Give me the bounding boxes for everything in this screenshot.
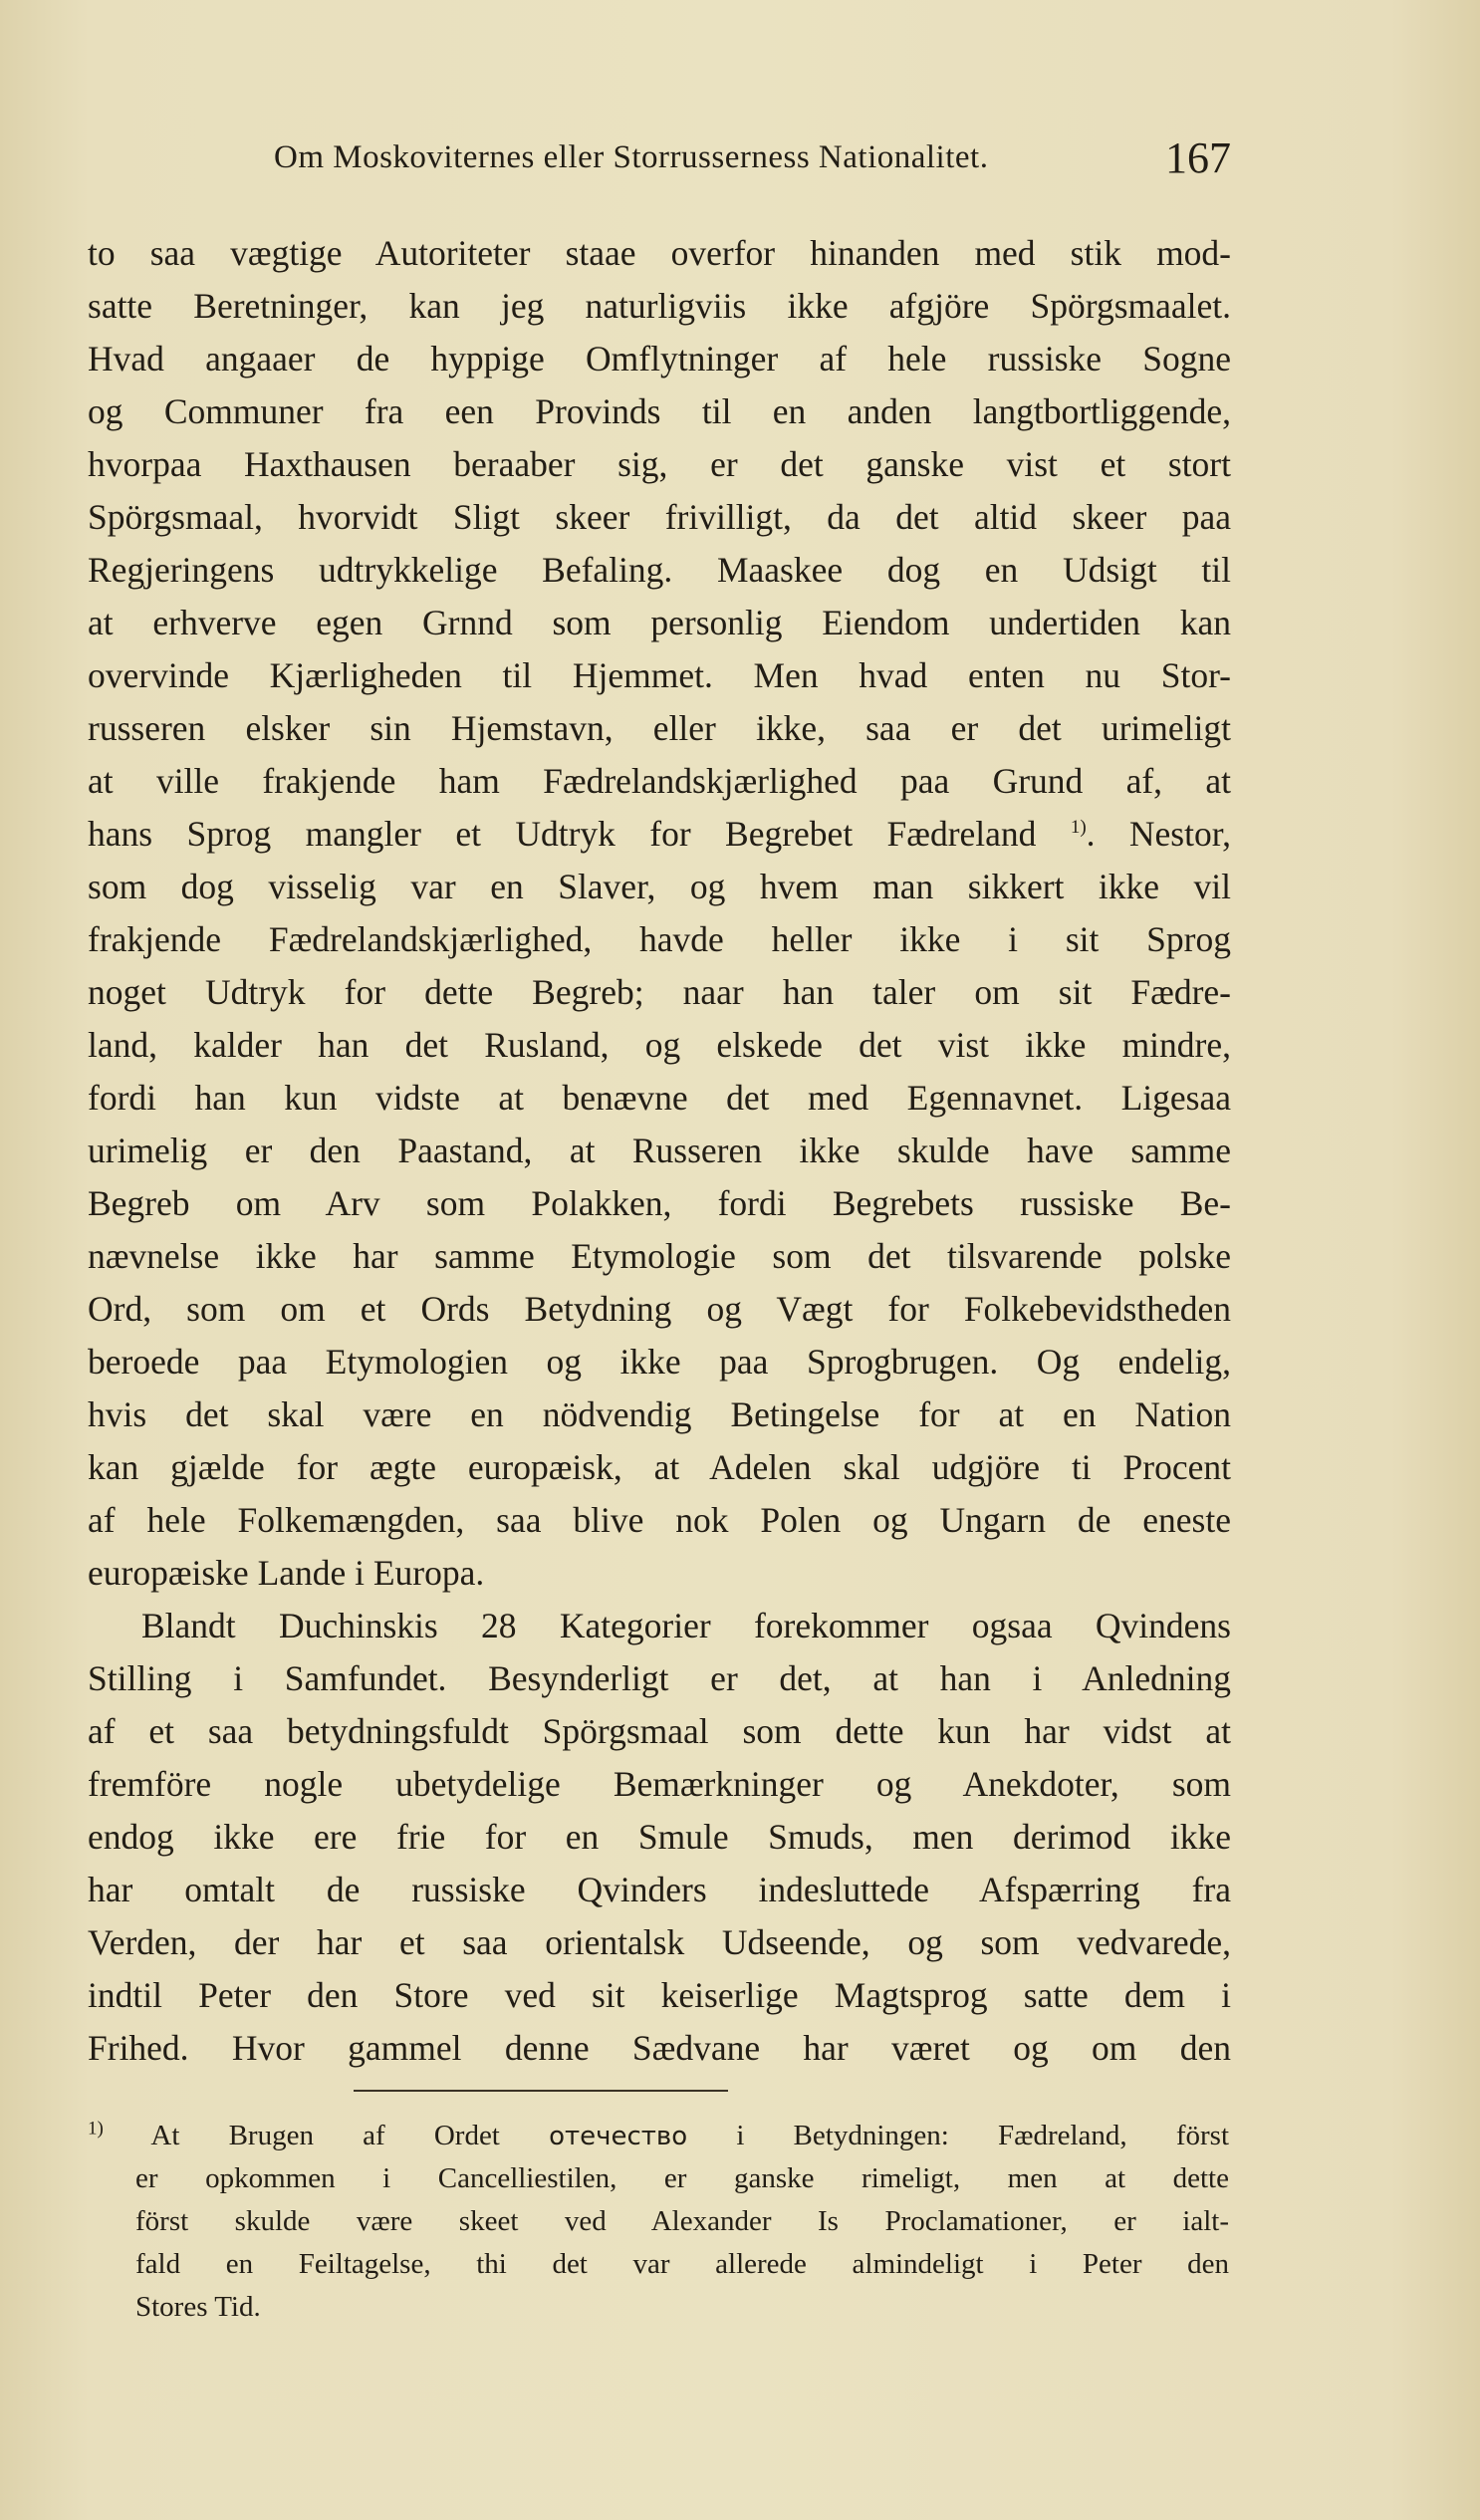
body-line-tail: . Nestor, [1086,814,1232,854]
body-line: Stilling i Samfundet. Besynderligt er det, at han i Anledning [88,1658,1231,1698]
body-line: fremföre nogle ubetydelige Bemærkninger og Anekdoter, som [88,1764,1231,1804]
footnote-marker: 1) [88,2118,104,2140]
running-title: Om Moskoviternes eller Storrusserness Nationalitet. [274,139,989,175]
footnote-line: Stores Tid. [135,2291,261,2323]
body-line: af hele Folkemængden, saa blive nok Polen og Ungarn de eneste [88,1500,1231,1540]
body-line: at ville frakjende ham Fædrelandskjærlighed paa Grund af, at [88,761,1231,801]
footnote-line: först skulde være skeet ved Alexander Is Proclamationer, er ialt- [135,2205,1229,2237]
footnote-reference: 1) [1070,817,1087,839]
body-line: russeren elsker sin Hjemstavn, eller ikke, saa er det urimeligt [88,708,1231,748]
body-line: og Communer fra een Provinds til en anden langtbortliggende, [88,391,1231,431]
body-line: fordi han kun vidste at benævne det med Egennavnet. Ligesaa [88,1078,1231,1118]
body-line: to saa vægtige Autoriteter staae overfor hinanden med stik mod- [88,233,1231,273]
footnote-line: fald en Feiltagelse, thi det var allerede almindeligt i Peter den [135,2248,1229,2280]
body-line: Blandt Duchinskis 28 Kategorier forekommer ogsaa Qvindens [141,1606,1231,1645]
body-line: Verden, der har et saa orientalsk Udseende, og som vedvarede, [88,1922,1231,1962]
body-line: Regjeringens udtrykkelige Befaling. Maaskee dog en Udsigt til [88,550,1231,590]
footnote-text: At Brugen af Ordet [150,2120,500,2151]
body-line: Frihed. Hvor gammel denne Sædvane har været og om den [88,2028,1231,2068]
body-line: urimelig er den Paastand, at Russeren ikke skulde have samme [88,1131,1231,1170]
body-line: europæiske Lande i Europa. [88,1553,485,1593]
page-number: 167 [1165,133,1231,182]
footnote-divider [354,2090,728,2092]
body-line: land, kalder han det Rusland, og elskede det vist ikke mindre, [88,1025,1231,1065]
footnote-line [88,2118,1230,2151]
body-line: hvis det skal være en nödvendig Betingelse for at en Nation [88,1394,1231,1434]
body-line: Hvad angaaer de hyppige Omflytninger af hele russiske Sogne [88,339,1231,378]
body-line: frakjende Fædrelandskjærlighed, havde heller ikke i sit Sprog [88,919,1231,959]
footnote-line: er opkommen i Cancelliestilen, er ganske rimeligt, men at dette [135,2162,1229,2194]
body-line: af et saa betydningsfuldt Spörgsmaal som dette kun har vidst at [88,1711,1231,1751]
body-line: har omtalt de russiske Qvinders indesluttede Afspærring fra [88,1870,1231,1909]
body-line: overvinde Kjærligheden til Hjemmet. Men hvad enten nu Stor- [88,655,1231,695]
body-line-text: hans Sprog mangler et Udtryk for Begrebet Fædreland [88,814,1037,854]
body-line: beroede paa Etymologien og ikke paa Sprogbrugen. Og endelig, [88,1342,1231,1382]
body-line: Begreb om Arv som Polakken, fordi Begrebets russiske Be- [88,1183,1231,1223]
body-line: indtil Peter den Store ved sit keiserlige Magtsprog satte dem i [88,1975,1231,2015]
footnote-text: i Betydningen: Fædreland, först [736,2120,1230,2151]
body-line-with-footnote-ref [88,814,1232,854]
body-line: hvorpaa Haxthausen beraaber sig, er det ganske vist et stort [88,444,1231,484]
body-line: Ord, som om et Ords Betydning og Vægt for Folkebevidstheden [88,1289,1231,1329]
body-line: nævnelse ikke har samme Etymologie som det tilsvarende polske [88,1236,1231,1276]
body-line: satte Beretninger, kan jeg naturligviis ikke afgjöre Spörgsmaalet. [88,286,1231,326]
body-line: Spörgsmaal, hvorvidt Sligt skeer frivilligt, da det altid skeer paa [88,497,1231,537]
body-line: kan gjælde for ægte europæisk, at Adelen skal udgjöre ti Procent [88,1447,1231,1487]
body-line: at erhverve egen Grnnd som personlig Eiendom undertiden kan [88,603,1231,642]
body-line: noget Udtryk for dette Begreb; naar han taler om sit Fædre- [88,972,1231,1012]
body-line: endog ikke ere frie for en Smule Smuds, men derimod ikke [88,1817,1231,1857]
footnote-cyrillic-word: отечество [549,2122,688,2151]
body-line: som dog visselig var en Slaver, og hvem man sikkert ikke vil [88,867,1231,906]
